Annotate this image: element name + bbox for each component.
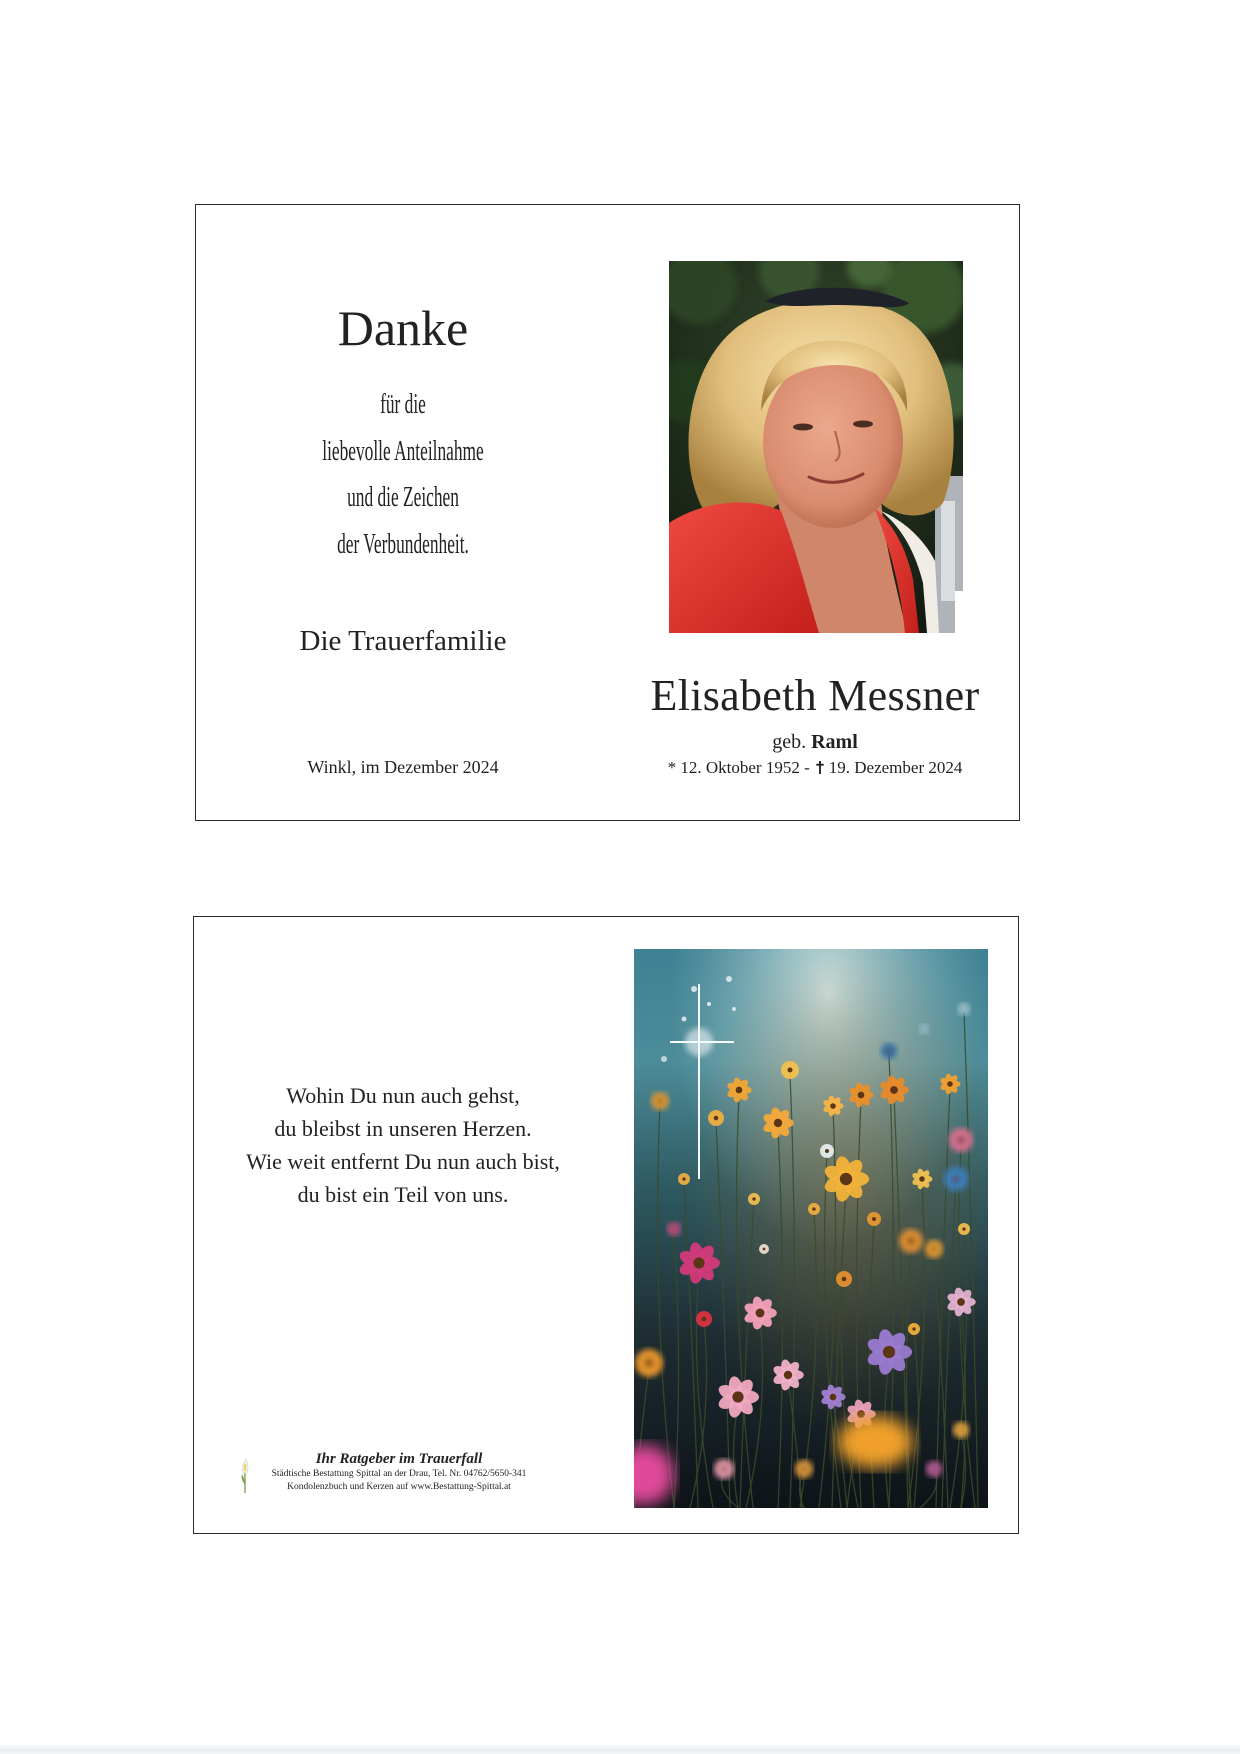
cross-icon bbox=[815, 761, 825, 774]
flower-blossom bbox=[661, 1056, 667, 1062]
flower-center bbox=[721, 1466, 727, 1472]
flower-center bbox=[872, 1217, 876, 1221]
flower-blossom bbox=[708, 1110, 724, 1126]
flower-petal bbox=[726, 976, 732, 982]
flower-center bbox=[752, 1197, 755, 1200]
flower-center bbox=[919, 1176, 925, 1182]
flower-center bbox=[657, 1098, 662, 1103]
maiden-prefix: geb. bbox=[772, 731, 807, 753]
flower-center bbox=[962, 1007, 965, 1010]
birth-date: * 12. Oktober 1952 - bbox=[667, 758, 810, 777]
flower-meadow-image bbox=[634, 949, 988, 1508]
flower-center bbox=[958, 1137, 965, 1144]
flower-center bbox=[947, 1081, 953, 1087]
flower-blossom bbox=[635, 1349, 663, 1377]
flower-blossom bbox=[808, 1203, 820, 1215]
flower-center bbox=[931, 1246, 936, 1251]
flower-center bbox=[825, 1149, 829, 1153]
flower-blossom bbox=[908, 1323, 920, 1335]
face bbox=[763, 356, 903, 528]
thanks-line: liebevolle Anteilnahme bbox=[322, 435, 484, 467]
flower-center bbox=[830, 1394, 837, 1401]
deceased-name: Elisabeth Messner bbox=[650, 671, 980, 720]
flower-center bbox=[858, 1092, 865, 1099]
flower-blossom bbox=[958, 1003, 970, 1015]
memorial-verse bbox=[196, 1079, 610, 1211]
flower-blossom bbox=[958, 1223, 970, 1235]
thanks-line: der Verbundenheit. bbox=[337, 528, 469, 560]
flower-center bbox=[672, 1227, 676, 1231]
verse-line: du bist ein Teil von uns. bbox=[297, 1182, 509, 1207]
flower-center bbox=[714, 1116, 718, 1120]
flower-center bbox=[932, 1467, 936, 1471]
eye-left bbox=[793, 424, 813, 431]
flower-blossom bbox=[925, 1240, 943, 1258]
flower-blossom bbox=[748, 1193, 760, 1205]
flower-petal bbox=[691, 986, 697, 992]
flower-blossom bbox=[691, 986, 697, 992]
flower-center bbox=[787, 1067, 792, 1072]
flower-center bbox=[756, 1309, 765, 1318]
flower-blossom bbox=[820, 1144, 834, 1158]
signature: Die Trauerfamilie bbox=[299, 625, 507, 657]
life-dates bbox=[615, 756, 1015, 780]
funeral-home-web: Kondolenzbuch und Kerzen auf www.Bestattung-Spittal.at bbox=[287, 1482, 511, 1492]
flower-blossom bbox=[867, 1212, 881, 1226]
flower-blossom bbox=[667, 1222, 681, 1236]
flower-center bbox=[957, 1298, 965, 1306]
thank-you-card-back bbox=[193, 916, 1019, 1534]
flower-blossom bbox=[926, 1461, 942, 1477]
flower-center bbox=[732, 1391, 743, 1402]
flower-center bbox=[887, 1049, 891, 1053]
flower-center bbox=[883, 1346, 895, 1358]
funeral-home-contact: Städtische Bestattung Spittal an der Drau, Tel. Nr. 04762/5650-341 bbox=[271, 1469, 527, 1479]
flower-center bbox=[763, 1248, 766, 1251]
flower-blossom bbox=[953, 1422, 969, 1438]
orange-bokeh bbox=[837, 1416, 913, 1468]
flower-center bbox=[736, 1087, 743, 1094]
flower-blossom bbox=[944, 1167, 968, 1191]
flower-blossom bbox=[707, 1002, 711, 1006]
flower-center bbox=[890, 1086, 898, 1094]
flower-petal bbox=[732, 1007, 736, 1011]
flower-center bbox=[840, 1173, 852, 1185]
flower-center bbox=[953, 1176, 960, 1183]
flower-center bbox=[959, 1428, 963, 1432]
flower-center bbox=[693, 1257, 704, 1268]
portrait-image bbox=[669, 261, 963, 633]
flower-blossom bbox=[678, 1173, 690, 1185]
flower-blossom bbox=[881, 1043, 897, 1059]
flower-blossom bbox=[714, 1459, 734, 1479]
background-shape bbox=[955, 591, 963, 633]
flower-center bbox=[812, 1207, 815, 1210]
flower-blossom bbox=[919, 1024, 929, 1034]
portrait-photo bbox=[669, 261, 963, 633]
flower-blossom bbox=[651, 1092, 669, 1110]
flower-blossom bbox=[899, 1229, 923, 1253]
flower-meadow-photo bbox=[634, 949, 988, 1508]
flower-blossom bbox=[795, 1460, 813, 1478]
flower-center bbox=[702, 1317, 706, 1321]
flower-center bbox=[774, 1119, 782, 1127]
flower-center bbox=[801, 1466, 806, 1471]
flower-blossom bbox=[726, 976, 732, 982]
flower-center bbox=[923, 1028, 926, 1031]
flower-blossom bbox=[732, 1007, 736, 1011]
flower-blossom bbox=[781, 1061, 799, 1079]
thank-you-card-front bbox=[195, 204, 1020, 821]
verse-line: Wie weit entfernt Du nun auch bist, bbox=[246, 1149, 560, 1174]
maiden-surname: Raml bbox=[811, 731, 858, 753]
flower-petal bbox=[707, 1002, 711, 1006]
eye-right bbox=[853, 421, 873, 428]
thanks-message bbox=[196, 382, 610, 568]
maiden-name-line bbox=[615, 729, 1015, 755]
flower-center bbox=[908, 1238, 915, 1245]
flower-blossom bbox=[836, 1271, 852, 1287]
flower-blossom bbox=[949, 1128, 973, 1152]
background-shape bbox=[941, 501, 955, 601]
place-date: Winkl, im Dezember 2024 bbox=[307, 757, 499, 777]
funeral-home-tagline: Ihr Ratgeber im Trauerfall bbox=[315, 1451, 483, 1467]
flower-center bbox=[912, 1327, 915, 1330]
death-date: 19. Dezember 2024 bbox=[828, 758, 963, 777]
flower-petal bbox=[682, 1017, 687, 1022]
verse-line: du bleibst in unseren Herzen. bbox=[274, 1116, 532, 1141]
flower-center bbox=[830, 1103, 836, 1109]
thanks-line: und die Zeichen bbox=[347, 482, 459, 513]
flower-center bbox=[857, 1410, 865, 1418]
flower-center bbox=[645, 1359, 653, 1367]
flower-center bbox=[682, 1177, 685, 1180]
thanks-line: für die bbox=[380, 389, 426, 420]
flower-blossom bbox=[759, 1244, 769, 1254]
card-heading: Danke bbox=[337, 300, 469, 356]
flower-petal bbox=[661, 1056, 667, 1062]
flower-center bbox=[784, 1371, 792, 1379]
flower-blossom bbox=[696, 1311, 712, 1327]
scan-edge bbox=[0, 1745, 1240, 1754]
verse-line: Wohin Du nun auch gehst, bbox=[286, 1083, 520, 1108]
flower-center bbox=[842, 1277, 846, 1281]
flower-blossom bbox=[682, 1017, 687, 1022]
flower-center bbox=[962, 1227, 965, 1230]
